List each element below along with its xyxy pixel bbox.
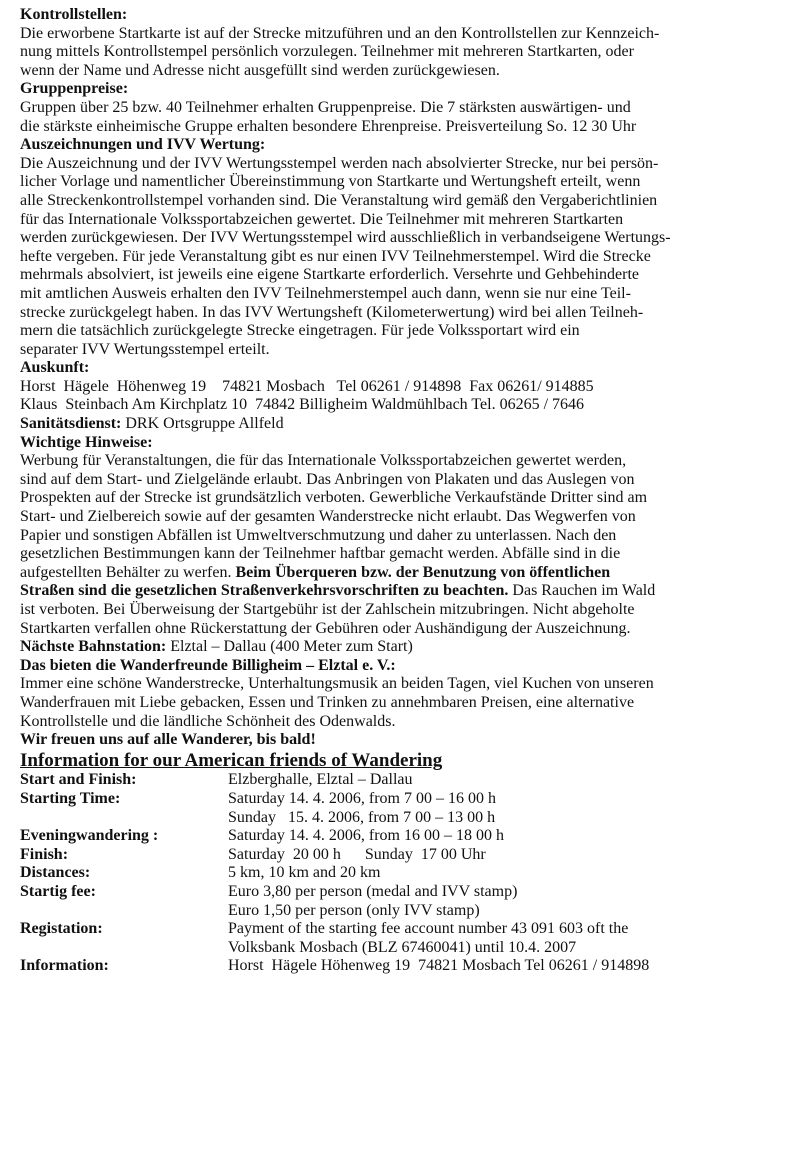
info-value (228, 790, 649, 827)
contact-line: Klaus Steinbach Am Kirchplatz 10 74842 Billigheim Waldmühlbach Tel. 06265 / 7646 (20, 396, 585, 414)
info-label: Information: (20, 957, 109, 975)
info-row (20, 846, 649, 865)
info-row (20, 957, 649, 976)
sanitaet-text: DRK Ortsgruppe Allfeld (121, 415, 284, 433)
info-value: Saturday 14. 4. 2006, from 16 00 – 18 00 h (228, 827, 504, 845)
heading-hinweise: Wichtige Hinweise: (20, 433, 153, 451)
info-value (228, 920, 649, 957)
info-value-line: Sunday 15. 4. 2006, from 7 00 – 13 00 h (228, 808, 496, 826)
text-line (20, 564, 780, 583)
info-value: Elzberghalle, Elztal – Dallau (228, 771, 413, 789)
text-line: Werbung für Veranstaltungen, die für das Internationale Volkssportabzeichen gewertet werden, (20, 452, 627, 470)
heading-kontrollstellen: Kontrollstellen: (20, 6, 128, 23)
info-label: Distances: (20, 864, 91, 882)
sanitaet-line (20, 415, 780, 434)
bahnstation-text: Elztal – Dallau (400 Meter zum Start) (166, 638, 413, 656)
text-line: die stärkste einheimische Gruppe erhalten besondere Ehrenpreise. Preisverteilung So. 12 30 Uhr (20, 117, 637, 135)
heading-gruppenpreise: Gruppenpreise: (20, 80, 129, 98)
info-value-line: Payment of the starting fee account number 43 091 603 oft the (228, 920, 629, 938)
info-label: Starting Time: (20, 789, 121, 807)
closing-line: Wir freuen uns auf alle Wanderer, bis bald! (20, 731, 316, 749)
info-value (228, 883, 649, 920)
text-line: mehrmals absolviert, ist jeweils eine eigene Startkarte erforderlich. Versehrte und Gehbehinderte (20, 266, 640, 284)
text-line: hefte vergeben. Für jede Veranstaltung gibt es nur einen IVV Teilnehmerstempel. Wird die Strecke (20, 247, 651, 265)
hinweise-line7-bold: Beim Überqueren bzw. der Benutzung von öffentlichen (235, 563, 611, 581)
info-value: Horst Hägele Höhenweg 19 74821 Mosbach Tel 06261 / 914898 (228, 957, 650, 975)
hinweise-line7-text: aufgestellten Behälter zu werfen. (20, 563, 236, 581)
hinweise-line8-text: Das Rauchen im Wald (508, 582, 656, 600)
text-line: mit amtlichen Ausweis erhalten den IVV Teilnehmerstempel auch dann, wenn sie nur eine Teil- (20, 284, 631, 302)
text-line: Die Auszeichnung und der IVV Wertungsstempel werden nach absolvierter Strecke, nur bei persön- (20, 154, 659, 172)
info-row (20, 883, 649, 920)
text-line: Papier und sonstigen Abfällen ist Umweltverschmutzung und daher zu unterlassen. Nach den (20, 526, 617, 544)
info-value: Saturday 20 00 h Sunday 17 00 Uhr (228, 845, 486, 863)
text-line: wenn der Name und Adresse nicht ausgefüllt sind werden zurückgewiesen. (20, 61, 500, 79)
heading-auskunft: Auskunft: (20, 359, 90, 377)
info-row (20, 864, 649, 883)
contact-line: Horst Hägele Höhenweg 19 74821 Mosbach Tel 06261 / 914898 Fax 06261/ 914885 (20, 377, 594, 395)
english-section-title: Information for our American friends of Wandering (20, 749, 443, 771)
info-label: Registation: (20, 920, 103, 938)
text-line: ist verboten. Bei Überweisung der Startgebühr ist der Zahlschein mitzubringen. Nicht abgeholte (20, 601, 635, 618)
text-line: Immer eine schöne Wanderstrecke, Unterhaltungsmusik an beiden Tagen, viel Kuchen von unseren (20, 675, 654, 693)
text-line: sind auf dem Start- und Zielgelände erlaubt. Das Anbringen von Plakaten und das Auslegen von (20, 470, 635, 488)
text-line: strecke zurückgelegt haben. In das IVV Wertungsheft (Kilometerwertung) wird bei allen Teilneh- (20, 303, 644, 321)
text-line: Startkarten verfallen ohne Rückerstattung der Gebühren oder Aushändigung der Auszeichnung. (20, 619, 631, 637)
text-line (20, 582, 780, 601)
bahnstation-line (20, 638, 780, 657)
text-line: alle Streckenkontrollstempel vorhanden sind. Die Veranstaltung wird gemäß den Vergaberichtlinien (20, 191, 658, 209)
text-line: mern die tatsächlich zurückgelegte Strecke eingetragen. Für jede Volkssportart wird ein (20, 322, 580, 340)
heading-auszeichnungen: Auszeichnungen und IVV Wertung: (20, 136, 266, 154)
text-line: separater IVV Wertungsstempel erteilt. (20, 340, 270, 358)
english-info-table (20, 771, 649, 976)
text-line: Start- und Zielbereich sowie auf der gesamten Wanderstrecke nicht erlaubt. Das Wegwerfen von (20, 508, 636, 526)
info-value-line: Saturday 14. 4. 2006, from 7 00 – 16 00 h (228, 789, 496, 807)
heading-wanderfreunde: Das bieten die Wanderfreunde Billigheim – Elztal e. V.: (20, 656, 396, 674)
text-line: für das Internationale Volkssportabzeichen gewertet. Die Teilnehmer mit mehreren Startkarten (20, 210, 624, 228)
info-row (20, 920, 649, 957)
text-line: gesetzlichen Bestimmungen kann der Teilnehmer haftbar gemacht werden. Abfälle sind in die (20, 545, 621, 563)
info-label: Startig fee: (20, 882, 96, 900)
info-label: Finish: (20, 845, 69, 863)
text-line: Prospekten auf der Strecke ist grundsätzlich verboten. Gewerbliche Verkaufstände Dritter sind am (20, 489, 648, 507)
info-value-line: Volksbank Mosbach (BLZ 67460041) until 10.4. 2007 (228, 938, 577, 956)
info-row (20, 827, 649, 846)
info-value-line: Euro 1,50 per person (only IVV stamp) (228, 901, 480, 919)
info-row (20, 771, 649, 790)
sanitaet-label: Sanitätsdienst: (20, 415, 122, 433)
text-line: Gruppen über 25 bzw. 40 Teilnehmer erhalten Gruppenpreise. Die 7 stärksten auswärtigen- und (20, 98, 631, 116)
bahnstation-label: Nächste Bahnstation: (20, 638, 167, 656)
text-line: licher Vorlage und namentlicher Übereinstimmung von Startkarte und Wertungsheft erteilt, wenn (20, 173, 641, 191)
info-label: Eveningwandering : (20, 827, 159, 845)
text-line: Kontrollstelle und die ländliche Schönheit des Odenwalds. (20, 712, 396, 730)
info-value: 5 km, 10 km and 20 km (228, 864, 381, 882)
text-line: werden zurückgewiesen. Der IVV Wertungsstempel wird ausschließlich in verbandseigene Wertungs- (20, 229, 671, 247)
info-value-line: Euro 3,80 per person (medal and IVV stamp) (228, 882, 518, 900)
text-line: Wanderfrauen mit Liebe gebacken, Essen und Trinken zu annehmbaren Preisen, eine alternative (20, 693, 635, 711)
text-line: Die erworbene Startkarte ist auf der Strecke mitzuführen und an den Kontrollstellen zur Kennzeich- (20, 24, 660, 42)
info-row (20, 790, 649, 827)
info-label: Start and Finish: (20, 771, 137, 789)
hinweise-line8-bold: Straßen sind die gesetzlichen Straßenverkehrsvorschriften zu beachten. (20, 582, 509, 600)
text-line: nung mittels Kontrollstempel persönlich vorzulegen. Teilnehmer mit mehreren Startkarten, oder (20, 43, 634, 61)
